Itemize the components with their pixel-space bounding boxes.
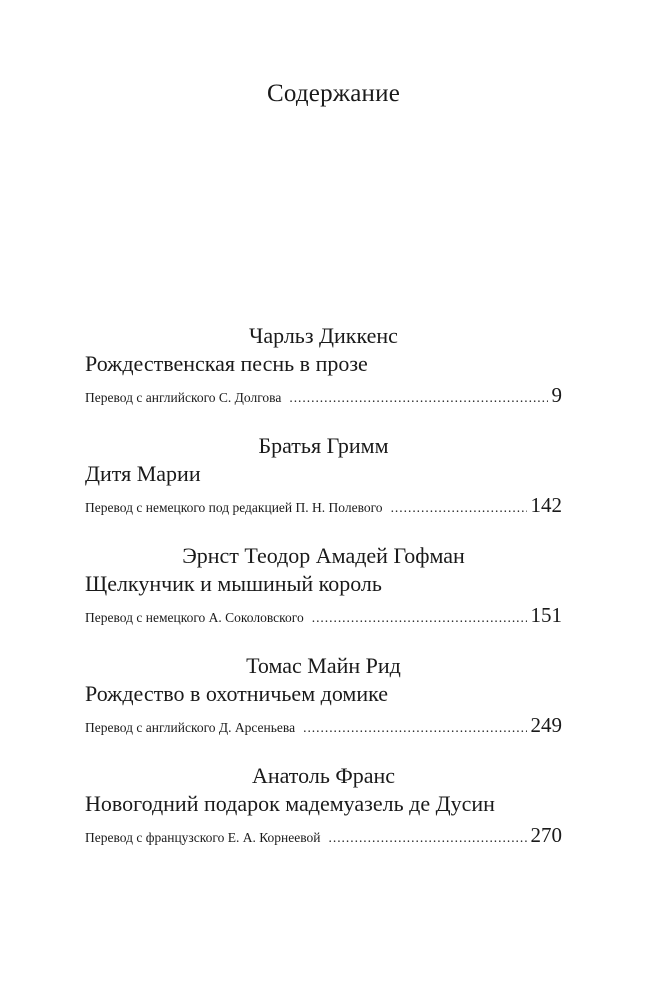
author-name: Чарльз Диккенс: [249, 323, 398, 348]
dot-leader: [391, 500, 527, 516]
toc-entry-grimm: [85, 432, 562, 517]
toc-entry-dickens: [85, 322, 562, 407]
translator-credit: Перевод с французского Е. А. Корнеевой: [85, 830, 321, 845]
work-title: Дитя Марии: [85, 461, 201, 486]
translator-credit: Перевод с английского С. Долгова: [85, 390, 282, 405]
work-title: Щелкунчик и мышиный король: [85, 571, 382, 596]
toc-entry-france: [85, 762, 562, 847]
page-number: 270: [530, 823, 562, 847]
translator-credit: Перевод с немецкого под редакцией П. Н. Полевого: [85, 500, 383, 515]
toc-entry-hoffmann: [85, 542, 562, 627]
dot-leader: [329, 830, 527, 846]
page-number: 142: [530, 493, 562, 517]
page-number: 151: [530, 603, 562, 627]
work-title: Рождественская песнь в прозе: [85, 351, 368, 376]
page-number: 249: [530, 713, 562, 737]
page-title: Содержание: [267, 80, 400, 107]
translator-line: [85, 823, 562, 847]
translator-credit: Перевод с английского Д. Арсеньева: [85, 720, 296, 735]
author-name: Эрнст Теодор Амадей Гофман: [182, 543, 465, 568]
author-name: Братья Гримм: [258, 433, 389, 458]
translator-line: [85, 603, 562, 627]
work-title: Рождество в охотничьем домике: [85, 681, 388, 706]
translator-line: [85, 383, 562, 407]
translator-line: [85, 713, 562, 737]
page-number: 9: [551, 383, 562, 407]
translator-line: [85, 493, 562, 517]
author-name: Томас Майн Рид: [246, 653, 401, 678]
work-title: Новогодний подарок мадемуазель де Дусин: [85, 791, 495, 816]
dot-leader: [289, 390, 547, 406]
author-name: Анатоль Франс: [251, 763, 396, 788]
translator-credit: Перевод с немецкого А. Соколовского: [85, 610, 304, 625]
toc-entry-reid: [85, 652, 562, 737]
dot-leader: [303, 720, 526, 736]
dot-leader: [312, 610, 527, 626]
